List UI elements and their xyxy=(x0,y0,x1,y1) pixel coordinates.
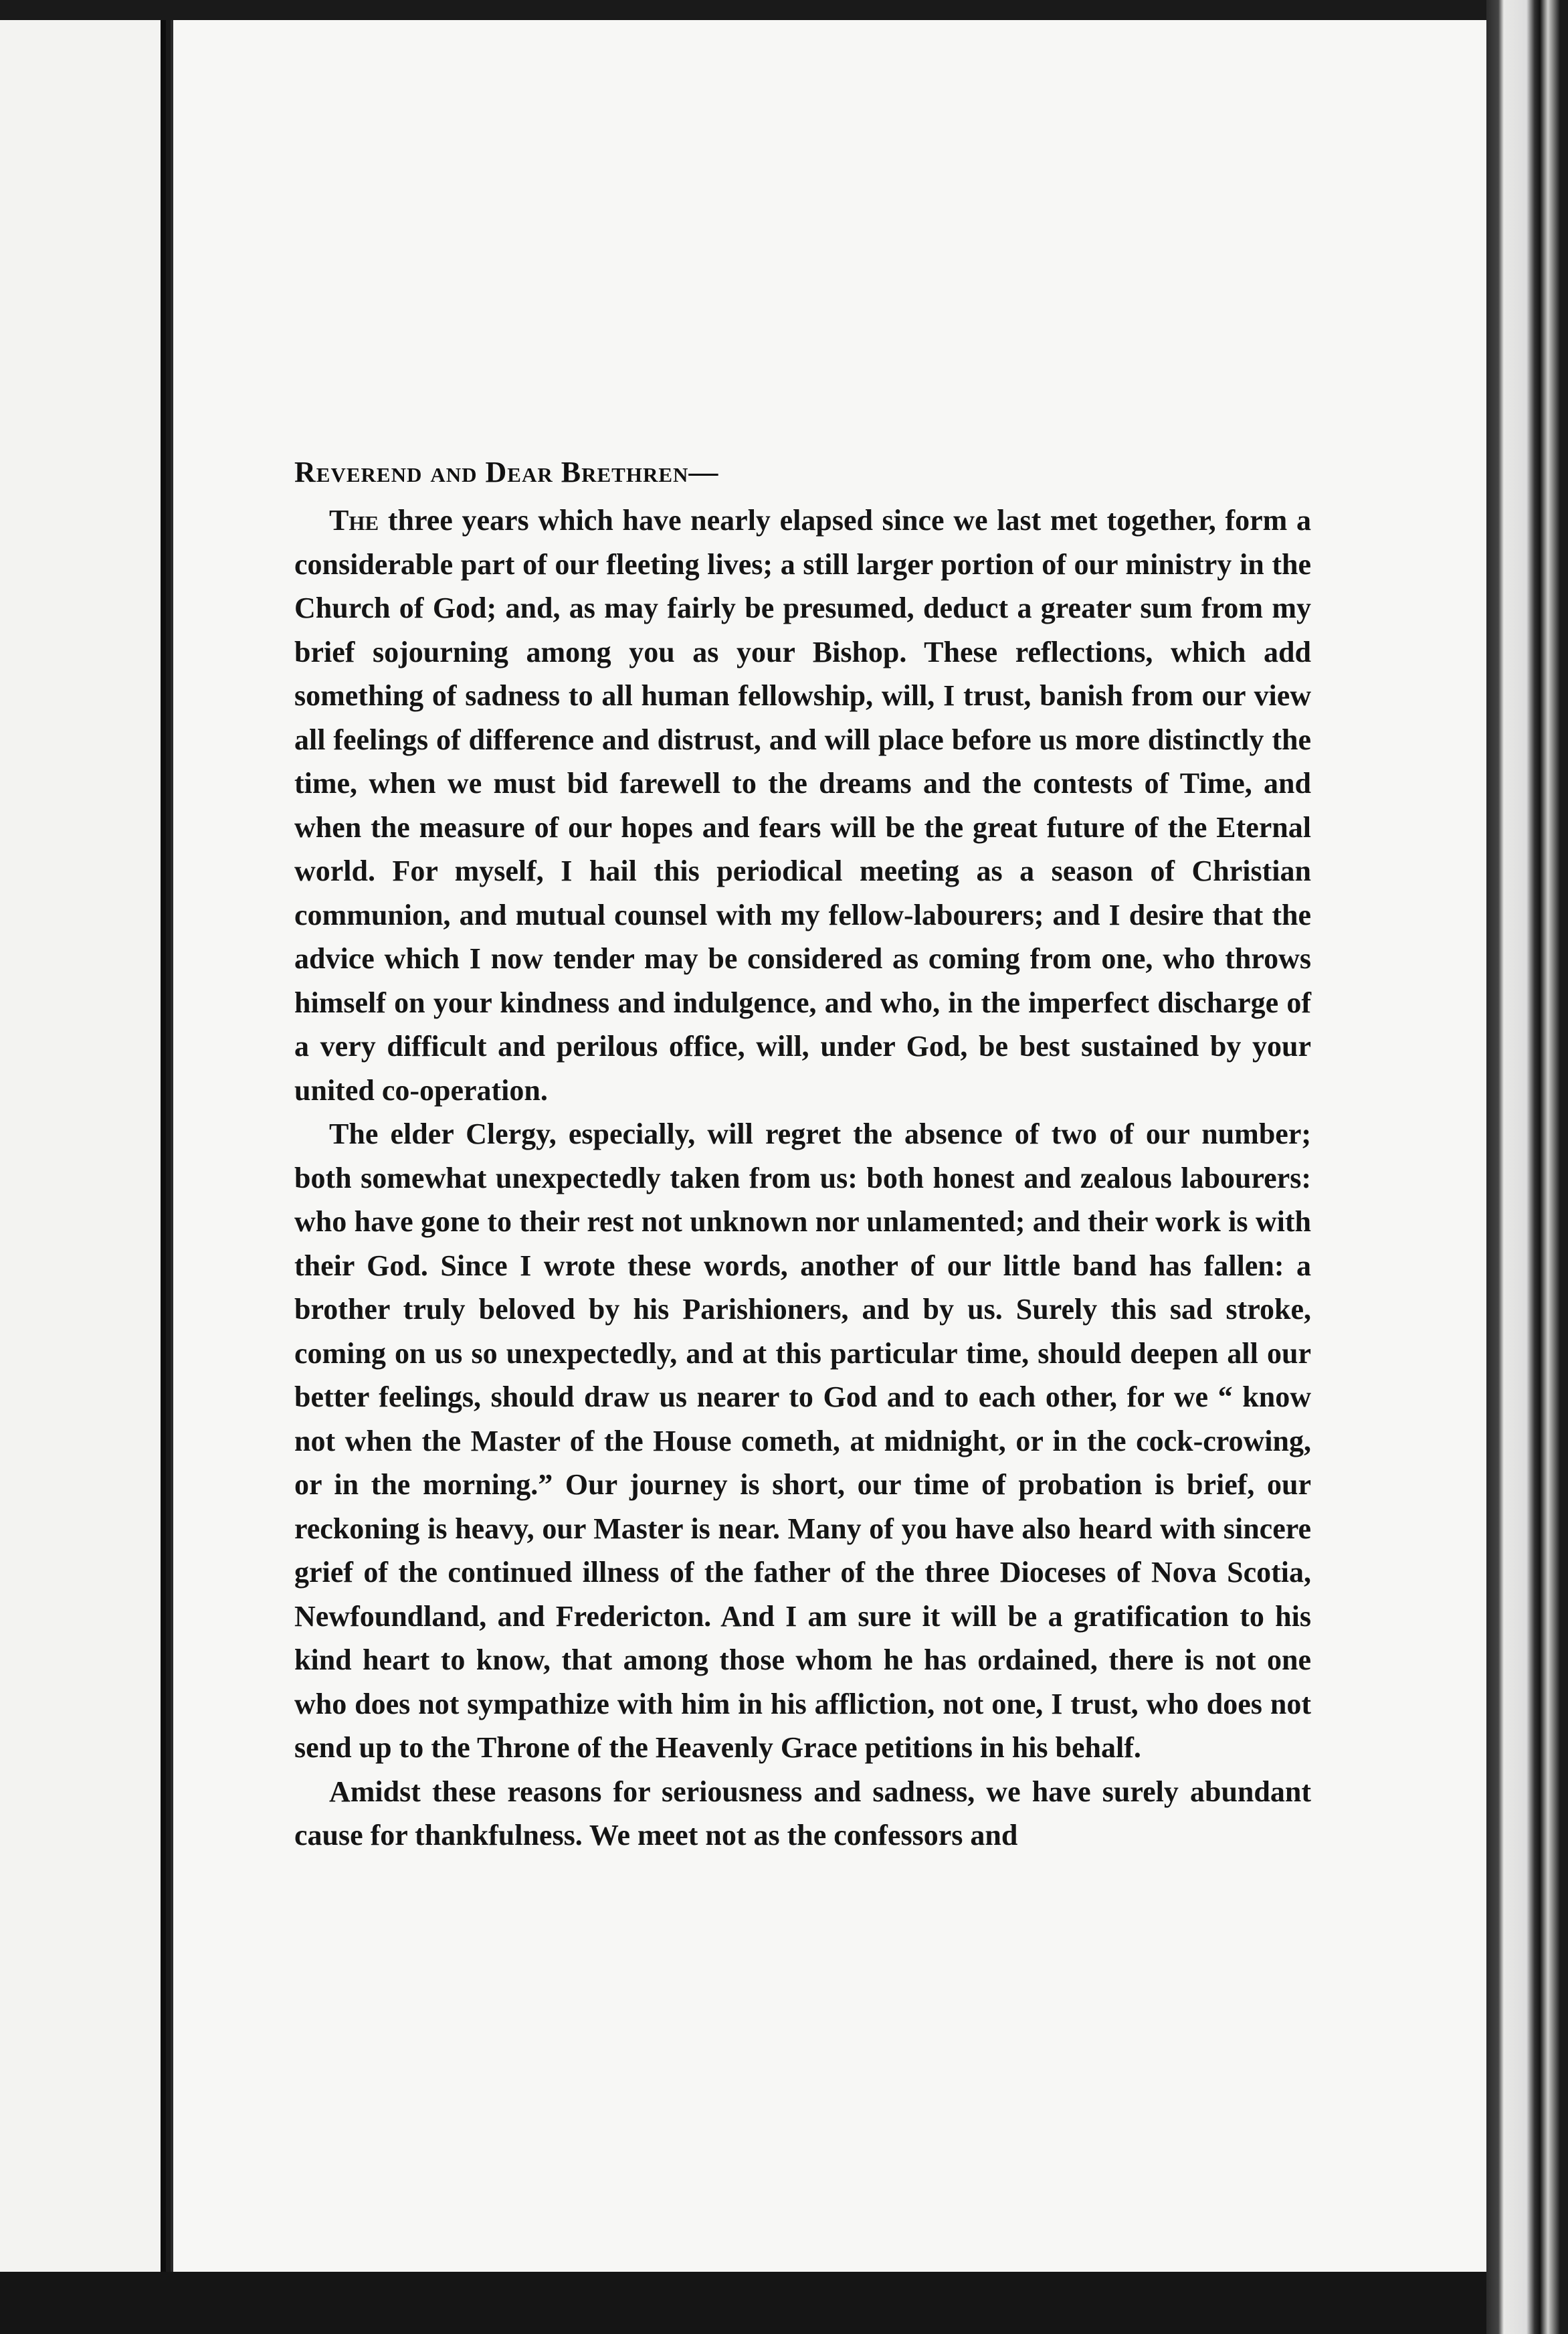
paragraph-text: The elder Clergy, especially, will regret the absence of two of our number; both somewhat unexpectedly taken from us: both honest and zealous labourers: who have gone to their rest not unknown nor unlamented; and their work is with their God. Since I wrote these words, another of our little band has fallen: a brother truly beloved by his Parishioners, and by us. Surely this sad stroke, coming on us so unexpectedly, and at this particular time, should deepen all our better feelings, should draw us nearer to God and to each other, for we “ know not when the Master of the House cometh, at midnight, or in the cock-crowing, or in the morning.” Our journey is short, our time of probation is brief, our reckoning is heavy, our Master is near. Many of you have also heard with sincere grief of the continued illness of the father of the three Dioceses of Nova Scotia, Newfoundland, and Fredericton. And I am sure it will be a gratification to his kind heart to know, that among those whom he has ordained, there is not one who does not sympathize with him in his affliction, not one, I trust, who does not send up to the Throne of the Heavenly Grace petitions in his behalf. xyxy=(294,1117,1311,1764)
paragraph xyxy=(294,1112,1311,1770)
paragraph xyxy=(294,1770,1311,1858)
paragraph-text: three years which have nearly elapsed since we last met together, form a considerable part of our fleeting lives; a still larger portion of our ministry in the Church of God; and, as may fairly be presumed, deduct a greater sum from my brief sojourning among you as your Bishop. These reflections, which add something of sadness to all human fellowship, will, I trust, banish from our view all feelings of difference and distrust, and will place before us more distinctly the time, when we must bid farewell to the dreams and the contests of Time, and when the measure of our hopes and fears will be the great future of the Eternal world. For myself, I hail this periodical meeting as a season of Christian communion, and mutual counsel with my fellow-labourers; and I desire that the advice which I now tender may be considered as coming from one, who throws himself on your kindness and indulgence, and who, in the imperfect discharge of a very difficult and perilous office, will, under God, be best sustained by your united co-operation. xyxy=(294,504,1311,1107)
paragraph xyxy=(294,499,1311,1112)
facing-page-edge xyxy=(0,20,166,2309)
binding-edge xyxy=(1486,0,1568,2334)
paragraph-lead: The xyxy=(329,504,379,537)
page-body xyxy=(294,455,1311,1858)
salutation: Reverend and Dear Brethren— xyxy=(294,456,719,488)
scan-border xyxy=(0,2272,1486,2334)
paragraph-text: Amidst these reasons for seriousness and sadness, we have surely abundant cause for thankfulness. We meet not as the confessors and xyxy=(294,1775,1311,1852)
